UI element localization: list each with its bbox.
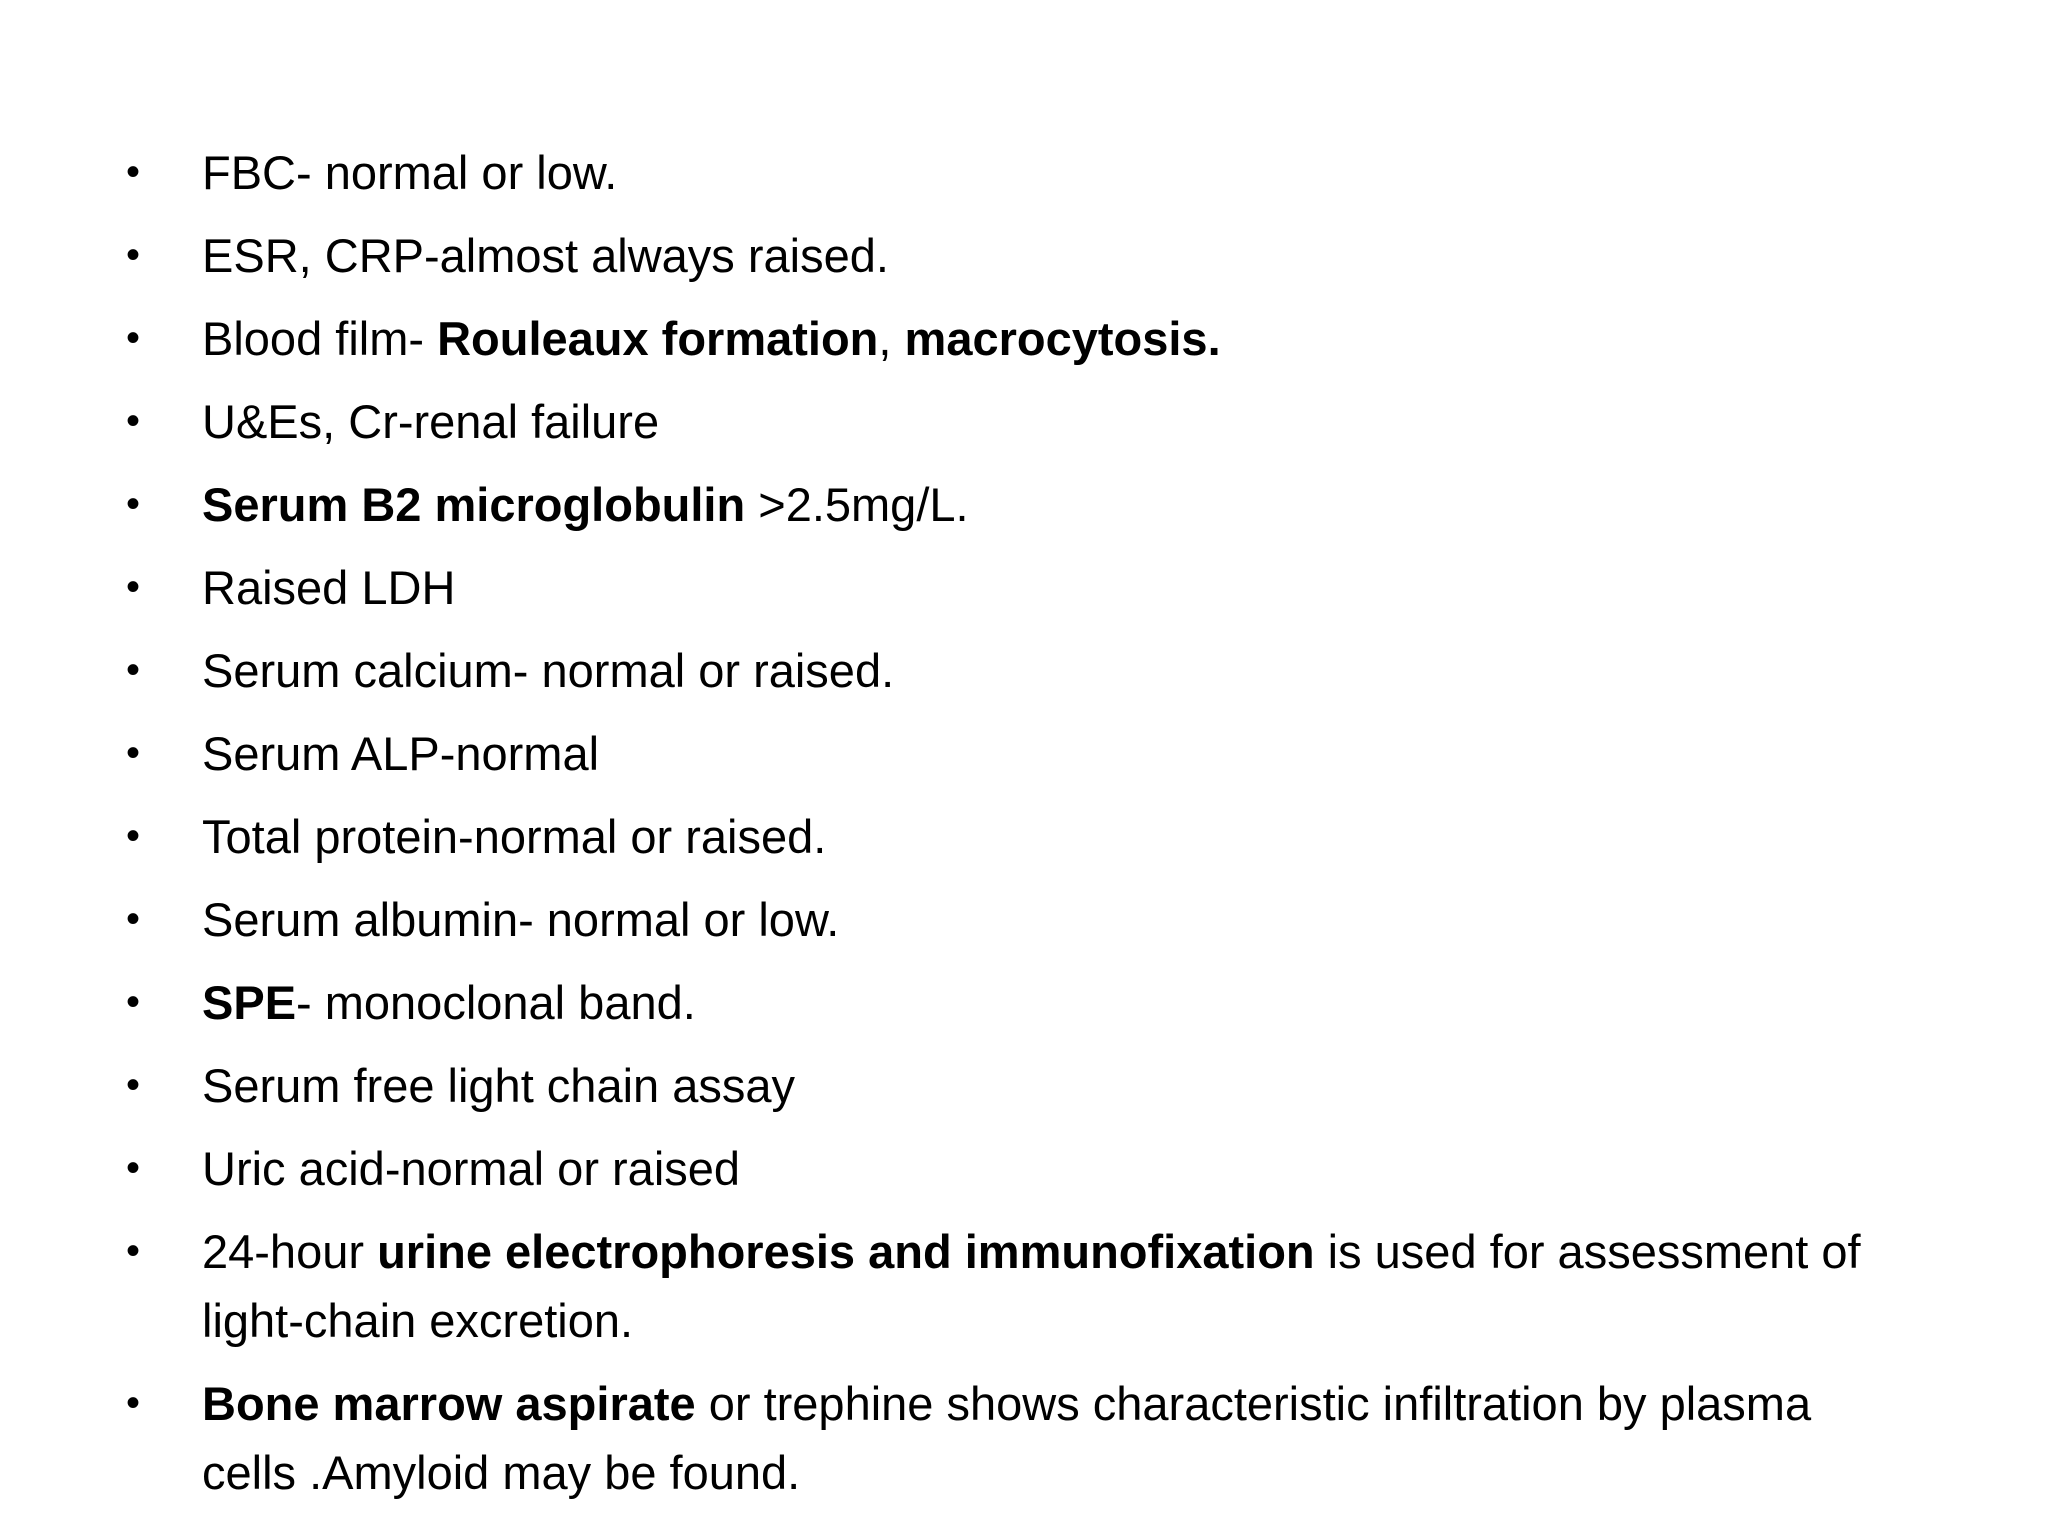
bullet-text: , xyxy=(878,312,905,365)
bullet-text: Serum calcium- normal or raised. xyxy=(202,644,895,697)
bullet-icon: • xyxy=(126,316,141,360)
bullet-text-bold: SPE xyxy=(202,976,297,1029)
bullet-text-bold: urine electrophoresis and immunofixation xyxy=(377,1225,1315,1278)
bullet-icon: • xyxy=(126,150,141,194)
bullet-text-bold: macrocytosis. xyxy=(904,312,1221,365)
bullet-icon: • xyxy=(126,565,141,609)
bullet-icon: • xyxy=(126,1381,141,1425)
bullet-icon: • xyxy=(126,1229,141,1273)
bullet-icon: • xyxy=(126,731,141,775)
bullet-item-spe xyxy=(118,968,1878,1037)
bullet-text: Serum ALP-normal xyxy=(202,727,600,780)
bullet-text: Raised LDH xyxy=(202,561,456,614)
bullet-item-renal xyxy=(118,387,1878,456)
bullet-item-albumin xyxy=(118,885,1878,954)
bullet-item-fbc xyxy=(118,138,1878,207)
bullet-icon: • xyxy=(126,648,141,692)
bullet-text: Total protein-normal or raised. xyxy=(202,810,827,863)
bullet-text: FBC- normal or low. xyxy=(202,146,618,199)
bullet-item-esr-crp xyxy=(118,221,1878,290)
bullet-icon: • xyxy=(126,482,141,526)
bullet-icon: • xyxy=(126,399,141,443)
bullet-text: Serum albumin- normal or low. xyxy=(202,893,840,946)
bullet-text: >2.5mg/L. xyxy=(745,478,969,531)
bullet-item-uric-acid xyxy=(118,1134,1878,1203)
bullet-icon: • xyxy=(126,1146,141,1190)
bullet-text: is used for assessment of light-chain excretion. xyxy=(202,1225,1861,1347)
bullet-text-bold: Bone marrow aspirate xyxy=(202,1377,696,1430)
bullet-text: U&Es, Cr-renal failure xyxy=(202,395,660,448)
bullet-item-calcium xyxy=(118,636,1878,705)
bullet-item-total-protein xyxy=(118,802,1878,871)
bullet-item-urine-electrophoresis xyxy=(118,1217,1878,1355)
bullet-text: ESR, CRP-almost always raised. xyxy=(202,229,889,282)
bullet-icon: • xyxy=(126,897,141,941)
bullet-item-b2-microglobulin xyxy=(118,470,1878,539)
bullet-text: Uric acid-normal or raised xyxy=(202,1142,741,1195)
bullet-item-alp xyxy=(118,719,1878,788)
bullet-list xyxy=(118,138,1878,1521)
bullet-text: - monoclonal band. xyxy=(296,976,696,1029)
bullet-item-bone-marrow xyxy=(118,1369,1878,1507)
bullet-icon: • xyxy=(126,1063,141,1107)
bullet-text: or trephine shows characteristic infiltration by plasma cells .Amyloid may be found. xyxy=(202,1377,1812,1499)
bullet-item-ldh xyxy=(118,553,1878,622)
bullet-text: 24-hour xyxy=(202,1225,378,1278)
bullet-item-blood-film xyxy=(118,304,1878,373)
bullet-icon: • xyxy=(126,980,141,1024)
bullet-item-free-light-chain xyxy=(118,1051,1878,1120)
bullet-icon: • xyxy=(126,233,141,277)
bullet-text: Blood film- xyxy=(202,312,438,365)
bullet-text: Serum free light chain assay xyxy=(202,1059,796,1112)
bullet-text-bold: Serum B2 microglobulin xyxy=(202,478,746,531)
bullet-text-bold: Rouleaux formation xyxy=(437,312,879,365)
bullet-icon: • xyxy=(126,814,141,858)
